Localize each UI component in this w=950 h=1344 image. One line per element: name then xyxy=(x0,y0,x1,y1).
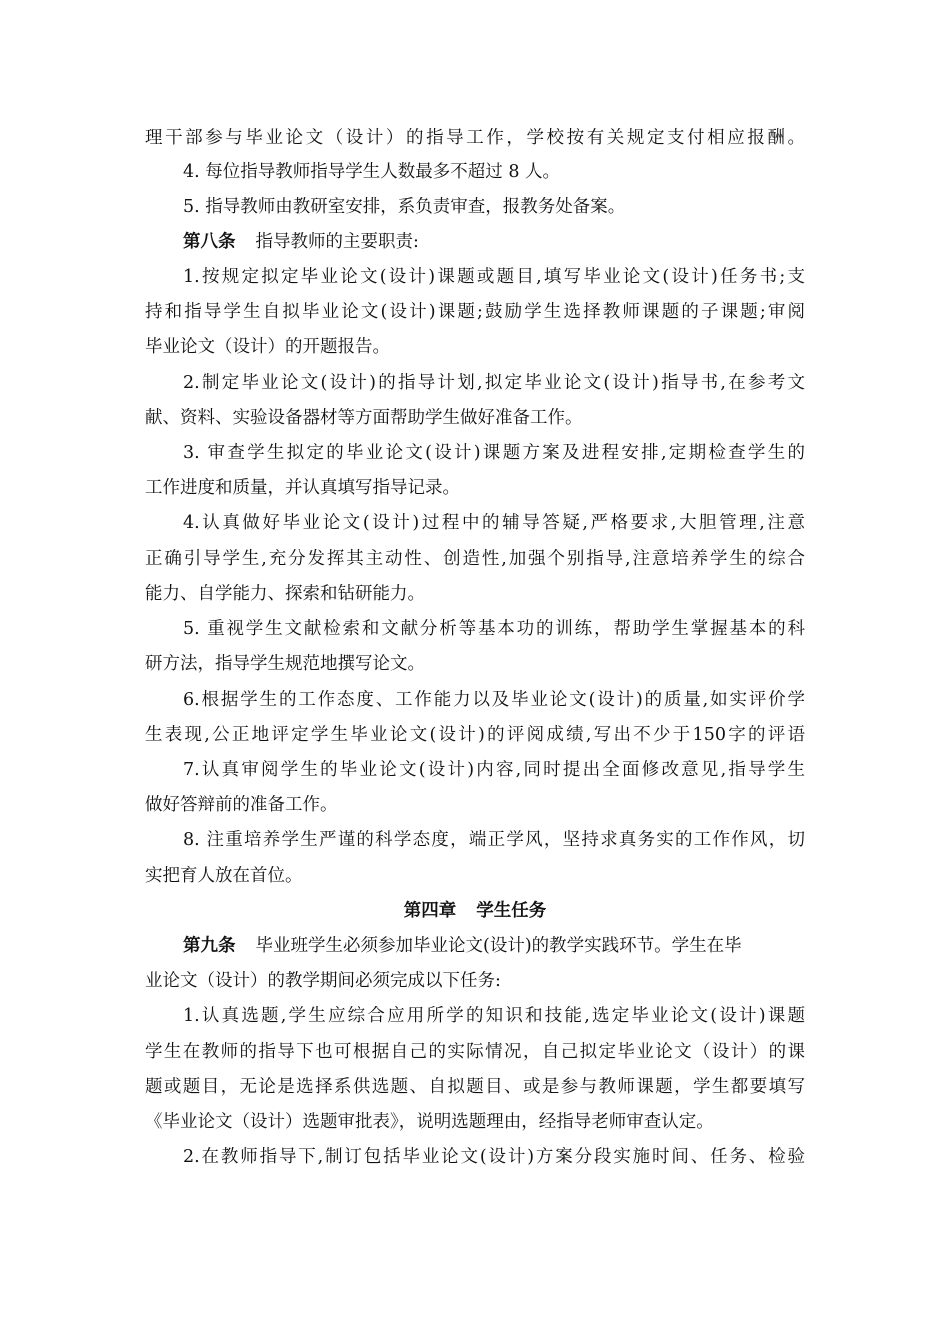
paragraph-line: 理干部参与毕业论文（设计）的指导工作，学校按有关规定支付相应报酬。 xyxy=(145,128,805,148)
paragraph-line: 业论文（设计）的教学期间必须完成以下任务: xyxy=(145,971,501,991)
paragraph-line: 正确引导学生,充分发挥其主动性、创造性,加强个别指导,注意培养学生的综合 xyxy=(145,549,805,569)
paragraph-line: 实把育人放在首位。 xyxy=(145,866,303,886)
paragraph-line: 8. 注重培养学生严谨的科学态度，端正学风，坚持求真务实的工作作风，切 xyxy=(183,830,805,850)
article-9-text: 毕业班学生必须参加毕业论文(设计)的教学实践环节。学生在毕 xyxy=(255,936,742,956)
paragraph-line: 题或题目，无论是选择系供选题、自拟题目、或是参与教师课题，学生都要填写 xyxy=(145,1077,805,1097)
chapter-number: 第四章 xyxy=(403,901,457,921)
article-9-heading xyxy=(183,933,805,959)
paragraph-line: 生表现,公正地评定学生毕业论文(设计)的评阅成绩,写出不少于150字的评语 xyxy=(145,725,805,745)
chapter-heading xyxy=(0,898,950,924)
paragraph-line: 2.在教师指导下,制订包括毕业论文(设计)方案分段实施时间、任务、检验 xyxy=(183,1147,805,1167)
paragraph-line: 《毕业论文（设计）选题审批表》，说明选题理由，经指导老师审查认定。 xyxy=(145,1112,714,1132)
paragraph-line: 4.认真做好毕业论文(设计)过程中的辅导答疑,严格要求,大胆管理,注意 xyxy=(183,513,805,533)
paragraph-line: 1.按规定拟定毕业论文(设计)课题或题目,填写毕业论文(设计)任务书;支 xyxy=(183,267,805,287)
chapter-title: 学生任务 xyxy=(476,901,547,921)
paragraph-line: 6.根据学生的工作态度、工作能力以及毕业论文(设计)的质量,如实评价学 xyxy=(183,690,805,710)
paragraph-line: 工作进度和质量，并认真填写指导记录。 xyxy=(145,478,460,498)
paragraph-line: 献、资料、实验设备器材等方面帮助学生做好准备工作。 xyxy=(145,408,583,428)
paragraph-line: 5. 重视学生文献检索和文献分析等基本功的训练，帮助学生掌握基本的科 xyxy=(183,619,805,639)
paragraph-line: 毕业论文（设计）的开题报告。 xyxy=(145,337,390,357)
article-8-heading xyxy=(183,229,805,255)
paragraph-line: 做好答辩前的准备工作。 xyxy=(145,795,338,815)
paragraph-line: 1.认真选题,学生应综合应用所学的知识和技能,选定毕业论文(设计)课题 xyxy=(183,1006,805,1026)
paragraph-line: 3. 审查学生拟定的毕业论文(设计)课题方案及进程安排,定期检查学生的 xyxy=(183,443,805,463)
paragraph-line: 4. 每位指导教师指导学生人数最多不超过 8 人。 xyxy=(183,162,561,182)
paragraph-line: 持和指导学生自拟毕业论文(设计)课题;鼓励学生选择教师课题的子课题;审阅 xyxy=(145,302,805,322)
paragraph-line: 5. 指导教师由教研室安排，系负责审查，报教务处备案。 xyxy=(183,197,626,217)
paragraph-line: 学生在教师的指导下也可根据自己的实际情况，自己拟定毕业论文（设计）的课 xyxy=(145,1042,805,1062)
article-8-title: 指导教师的主要职责: xyxy=(255,232,419,252)
paragraph-line: 2.制定毕业论文(设计)的指导计划,拟定毕业论文(设计)指导书,在参考文 xyxy=(183,373,805,393)
paragraph-line: 7.认真审阅学生的毕业论文(设计)内容,同时提出全面修改意见,指导学生 xyxy=(183,760,805,780)
article-9-label: 第九条 xyxy=(183,936,236,956)
article-8-label: 第八条 xyxy=(183,232,236,252)
paragraph-line: 能力、自学能力、探索和钻研能力。 xyxy=(145,584,425,604)
paragraph-line: 研方法，指导学生规范地撰写论文。 xyxy=(145,654,425,674)
